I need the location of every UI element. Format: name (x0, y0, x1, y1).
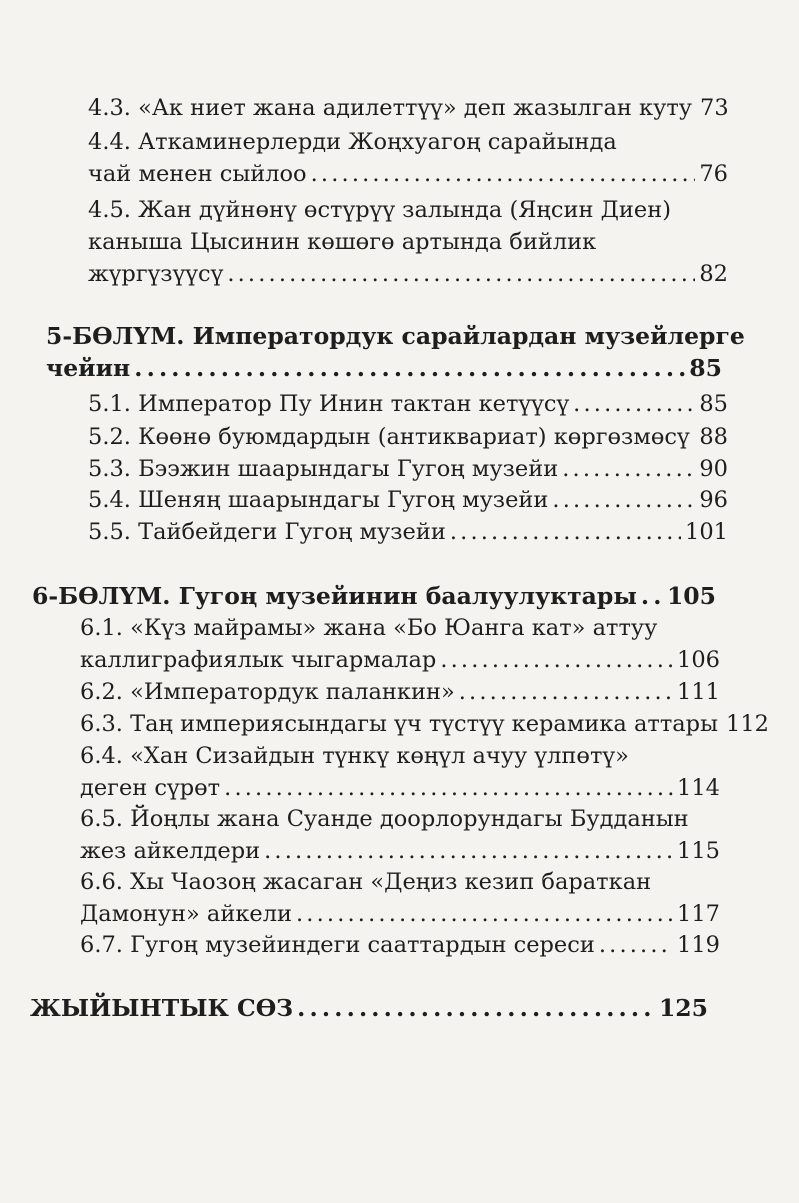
dot-leader (224, 772, 673, 804)
page-number: 119 (677, 932, 720, 958)
entry-title: 6.2. «Императордук паланкин» (80, 679, 455, 705)
page-number: 76 (699, 161, 728, 187)
toc-entry-6-4[interactable] (80, 740, 720, 804)
page-number: 112 (726, 711, 769, 737)
dot-leader (562, 453, 695, 485)
page-number: 111 (677, 679, 720, 705)
entry-title-continued: каллиграфиялык чыгармалар (80, 647, 437, 673)
toc-entry-5-5[interactable] (88, 516, 728, 548)
toc-entry-5-3[interactable] (88, 453, 728, 485)
dot-leader (450, 516, 681, 548)
entry-title: 6.5. Йоңлы жана Суанде доорлорундагы Будданын (80, 806, 689, 832)
dot-leader (552, 484, 695, 516)
toc-entry-6-5[interactable] (80, 803, 720, 867)
toc-entry-6-2[interactable] (80, 676, 720, 708)
toc-entry-5-4[interactable] (88, 484, 728, 516)
entry-title: 5.2. Көөнө буюмдардын (антиквариат) көргөзмөсү (88, 424, 690, 450)
conclusion-title: ЖЫЙЫНТЫК СӨЗ (30, 994, 294, 1022)
page-number: 101 (685, 519, 728, 545)
dot-leader (440, 644, 673, 676)
toc-entry-6-3[interactable] (80, 708, 769, 740)
dot-leader (227, 258, 695, 290)
entry-title: 6.4. «Хан Сизайдын түнкү көңүл ачуу үлпөтү» (80, 743, 629, 769)
page-number: 82 (699, 261, 728, 287)
entry-title: 5.4. Шеняң шаарындагы Гугоң музейи (88, 487, 549, 513)
toc-entry-5-1[interactable] (88, 388, 728, 420)
page-number: 90 (699, 456, 728, 482)
page-number: 125 (658, 994, 708, 1022)
dot-leader (297, 992, 655, 1024)
toc-chapter-6[interactable] (32, 580, 716, 612)
dot-leader (311, 158, 696, 190)
page-number: 115 (677, 838, 720, 864)
entry-title: 4.4. Аткаминерлерди Жоңхуагоң сарайында (88, 129, 617, 155)
dot-leader (264, 835, 673, 867)
entry-title: 6.1. «Күз майрамы» жана «Бо Юанга кат» аттуу (80, 615, 658, 641)
page-number: 114 (677, 775, 720, 801)
page-number: 85 (699, 391, 728, 417)
entry-title: 5.5. Тайбейдеги Гугоң музейи (88, 519, 446, 545)
dot-leader (296, 898, 673, 930)
toc-entry-4-4[interactable] (88, 126, 728, 190)
chapter-title-continued: чейин (46, 354, 131, 382)
toc-entry-6-1[interactable] (80, 612, 720, 676)
entry-title-continued: Дамонун» айкели (80, 901, 292, 927)
toc-entry-6-7[interactable] (80, 929, 720, 961)
entry-title: 6.7. Гугоң музейиндеги сааттардын сереси (80, 932, 595, 958)
toc-entry-4-5[interactable] (88, 194, 728, 290)
dot-leader (694, 421, 696, 453)
dot-leader (134, 352, 685, 384)
entry-title-continued: канышa Цысинин көшөгө артында бийлик (88, 229, 597, 255)
entry-title: 6.6. Хы Чаозоң жасаган «Деңиз кезип бараткан (80, 869, 652, 895)
entry-title-continued: жез айкелдери (80, 838, 261, 864)
chapter-title: 5-БӨЛҮМ. Императордук сарайлардан музейлерге (46, 322, 745, 350)
page-number: 96 (699, 487, 728, 513)
page-number: 105 (666, 582, 716, 610)
entry-title: 5.3. Бээжин шаарындагы Гугоң музейи (88, 456, 559, 482)
toc-entry-6-6[interactable] (80, 866, 720, 930)
entry-title: 4.5. Жан дүйнөнү өстүрүү залында (Яңсин Диен) (88, 197, 671, 223)
toc-entry-4-3[interactable] (88, 92, 728, 124)
dot-leader (459, 676, 673, 708)
entry-title: 6.3. Таң империясындагы үч түстүү керамика аттары (80, 711, 718, 737)
dot-leader (641, 580, 663, 612)
entry-title: 4.3. «Ак ниет жана адилеттүү» деп жазылган куту (88, 95, 693, 121)
page-number: 73 (700, 95, 729, 121)
page-number: 88 (699, 424, 728, 450)
toc-entry-5-2[interactable] (88, 421, 728, 453)
toc-conclusion[interactable] (30, 992, 708, 1024)
entry-title: 5.1. Император Пу Инин тактан кетүүсү (88, 391, 570, 417)
entry-title-continued: деген сүрөт (80, 775, 221, 801)
toc-chapter-5[interactable] (46, 320, 745, 384)
entry-title-continued: жүргүзүүсү (88, 261, 224, 287)
page-number: 106 (677, 647, 720, 673)
entry-title-continued: чай менен сыйлоо (88, 161, 307, 187)
dot-leader (599, 929, 673, 961)
dot-leader (573, 388, 695, 420)
page-number: 85 (689, 354, 722, 382)
chapter-title: 6-БӨЛҮМ. Гугоң музейинин баалуулуктары (32, 582, 637, 610)
page-number: 117 (677, 901, 720, 927)
